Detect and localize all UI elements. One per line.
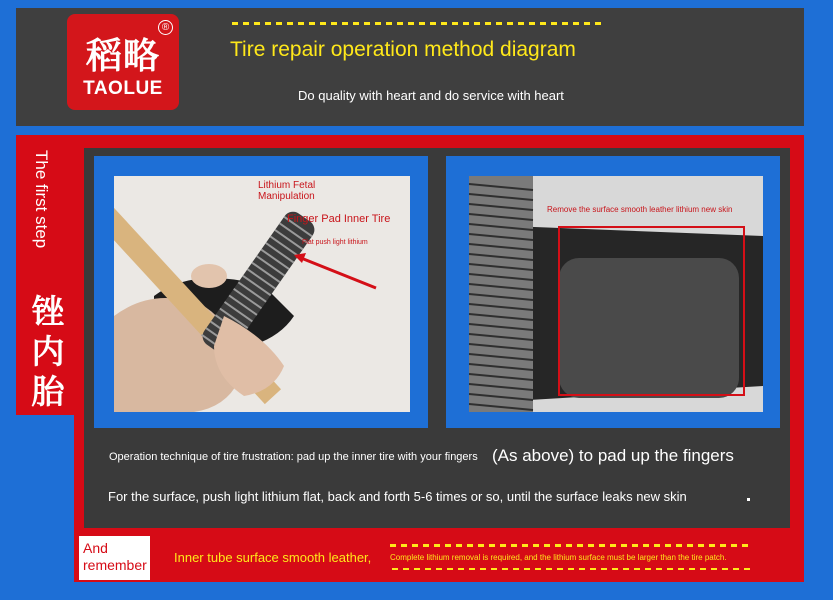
footer-note-a: Inner tube surface smooth leather, [174, 550, 372, 565]
decorative-dots-bottom [392, 568, 752, 570]
rasp-tool-illustration [114, 176, 410, 412]
label-lithium-fetal: Lithium Fetal Manipulation [258, 180, 316, 202]
decorative-dots [232, 22, 602, 25]
step-label [17, 150, 75, 270]
step-label-text: The first step [32, 150, 51, 249]
page-title: Tire repair operation method diagram [230, 38, 576, 61]
frame-gap [16, 415, 74, 600]
footer-note-b: Complete lithium removal is required, and the lithium surface must be larger than the tire patch. [390, 553, 727, 562]
label-flat-push: Flat push light lithium [302, 239, 368, 246]
page-subtitle: Do quality with heart and do service with heart [298, 88, 564, 103]
decorative-dot [747, 498, 750, 501]
brand-logo-cn: 稻略 [85, 36, 160, 77]
brand-logo-en: TAOLUE [83, 78, 163, 99]
step-title-cn: 锉内胎 [31, 292, 65, 411]
caption-technique: Operation technique of tire frustration: pad up the inner tire with your fingers [109, 451, 478, 463]
decorative-dots-top [390, 544, 750, 547]
remember-box: And remember [79, 536, 150, 580]
brand-logo [67, 14, 179, 110]
label-finger-pad: Finger Pad Inner Tire [287, 213, 391, 225]
caption-as-above: (As above) to pad up the fingers [492, 446, 734, 465]
label-remove-surface: Remove the surface smooth leather lithium new skin [547, 205, 733, 214]
photo-filing-fingers [114, 176, 410, 412]
registered-icon: ® [158, 20, 173, 35]
caption-push-flat: For the surface, push light lithium flat, back and forth 5-6 times or so, until the surface leaks new skin [108, 489, 687, 504]
